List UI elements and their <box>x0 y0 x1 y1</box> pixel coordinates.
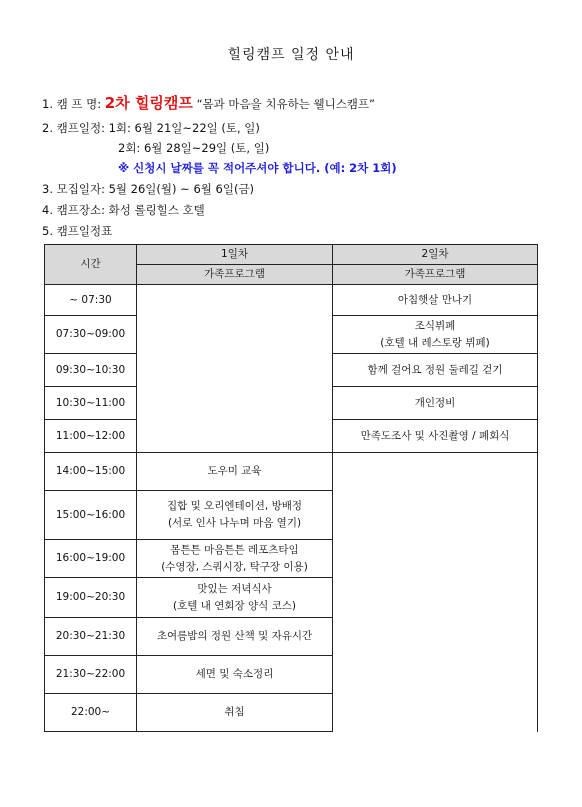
time-cell: 19:00~20:30 <box>45 578 137 618</box>
activity-text: 조식뷔페 <box>414 319 456 332</box>
day1-empty-cell <box>137 285 333 453</box>
activity-text: 개인정비 <box>414 396 456 409</box>
signup-note <box>118 160 397 176</box>
activity-text: 몸튼튼 마음튼튼 레포츠타임 <box>170 543 299 556</box>
activity-text: 함께 걸어요 정원 둘레길 걷기 <box>367 363 503 376</box>
time-cell: 21:30~22:00 <box>45 656 137 694</box>
day1-activity-cell <box>137 578 333 618</box>
day1-program-header: 가족프로그램 <box>137 265 333 285</box>
activity-text: 아침햇살 만나기 <box>397 293 473 306</box>
activity-text: 만족도조사 및 사진촬영 / 폐회식 <box>360 429 510 442</box>
activity-text: 도우미 교육 <box>207 465 262 477</box>
time-cell: 10:30~11:00 <box>45 387 137 420</box>
time-cell: 07:30~09:00 <box>45 316 137 354</box>
activity-subtext: (호텔 내 연회장 양식 코스) <box>173 599 296 612</box>
recruit-period-line: 3. 모집일자: 5월 26일(월) ~ 6월 6일(금) <box>42 182 255 196</box>
day2-header: 2일차 <box>333 245 538 265</box>
day2-activity-cell <box>333 316 538 354</box>
camp-name-highlight: 2차 힐링캠프 <box>104 94 193 112</box>
activity-text: 초여름밤의 정원 산책 및 자유시간 <box>156 630 313 642</box>
day1-activity-cell <box>137 694 333 732</box>
page-title: 힐링캠프 일정 안내 <box>227 47 355 63</box>
time-cell: 22:00~ <box>45 694 137 732</box>
schedule-table-heading: 5. 캠프일정표 <box>42 224 113 238</box>
camp-location-line: 4. 캠프장소: 화성 롤링힐스 호텔 <box>42 203 205 217</box>
activity-subtext: (수영장, 스쿼시장, 탁구장 이용) <box>161 560 308 573</box>
activity-text: 취침 <box>224 706 245 718</box>
day1-activity-cell <box>137 656 333 694</box>
time-header: 시간 <box>45 245 137 285</box>
day1-header: 1일차 <box>137 245 333 265</box>
day2-activity-cell <box>333 285 538 316</box>
activity-text: 집합 및 오리엔테이션, 방배정 <box>166 500 303 512</box>
schedule-table <box>44 244 538 732</box>
time-cell: 15:00~16:00 <box>45 491 137 540</box>
day2-activity-cell <box>333 387 538 420</box>
activity-subtext: (서로 인사 나누며 마음 열기) <box>167 517 302 529</box>
signup-note-text: ※ 신청시 날짜를 꼭 적어주셔야 합니다. (예: 2차 1회) <box>118 161 397 175</box>
day1-activity-cell <box>137 453 333 491</box>
camp-schedule-line-2: 2회: 6월 28일~29일 (토, 일) <box>118 141 270 155</box>
time-cell: 16:00~19:00 <box>45 540 137 578</box>
day2-program-header: 가족프로그램 <box>333 265 538 285</box>
day1-activity-cell <box>137 540 333 578</box>
day1-activity-cell <box>137 491 333 540</box>
day1-activity-cell <box>137 618 333 656</box>
time-cell: 11:00~12:00 <box>45 420 137 453</box>
activity-text: 맛있는 저녁식사 <box>197 582 272 595</box>
activity-text: 세면 및 숙소정리 <box>195 668 274 680</box>
day2-activity-cell <box>333 420 538 453</box>
day2-activity-cell <box>333 354 538 387</box>
day2-empty-cell <box>333 453 538 732</box>
camp-name-subtitle: “몸과 마음을 치유하는 웰니스캠프” <box>192 97 375 111</box>
camp-schedule-line-1: 2. 캠프일정: 1회: 6월 21일~22일 (토, 일) <box>42 121 260 135</box>
table-row <box>45 453 538 491</box>
time-cell: 20:30~21:30 <box>45 618 137 656</box>
time-cell: 09:30~10:30 <box>45 354 137 387</box>
camp-name-prefix: 1. 캠 프 명: <box>42 97 105 111</box>
activity-subtext: (호텔 내 레스토랑 뷔페) <box>380 336 490 349</box>
camp-name-line <box>42 92 375 113</box>
time-cell: 14:00~15:00 <box>45 453 137 491</box>
time-cell: ~ 07:30 <box>45 285 137 316</box>
table-row <box>45 285 538 316</box>
